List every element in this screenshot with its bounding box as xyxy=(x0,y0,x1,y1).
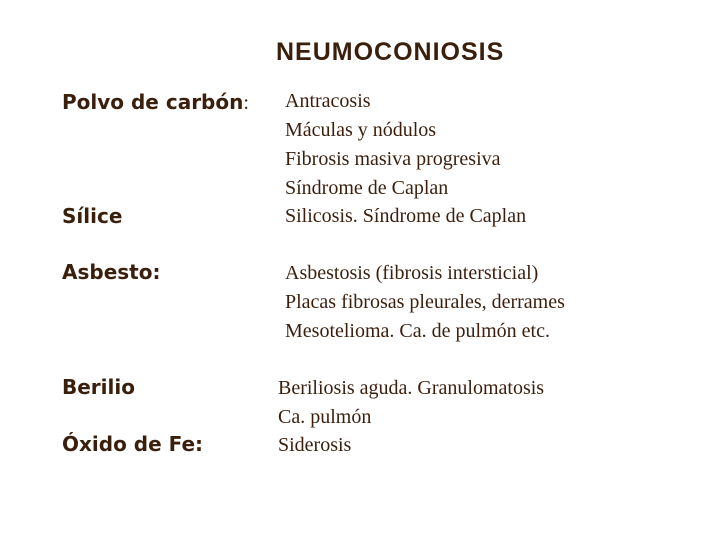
desc-beriliosis: Beriliosis aguda. Granulomatosis xyxy=(278,377,545,399)
desc-silicosis: Silicosis. Síndrome de Caplan xyxy=(285,205,527,227)
desc-maculas-nodulos: Máculas y nódulos xyxy=(285,119,437,141)
term-polvo-de-carbon-label: Polvo de carbón xyxy=(62,90,244,114)
desc-fibrosis-masiva: Fibrosis masiva progresiva xyxy=(285,148,501,170)
term-berilio: Berilio xyxy=(62,375,135,399)
slide-title: NEUMOCONIOSIS xyxy=(276,38,505,66)
term-separator: : xyxy=(243,92,249,114)
desc-mesotelioma: Mesotelioma. Ca. de pulmón etc. xyxy=(285,320,550,342)
desc-placas-fibrosas: Placas fibrosas pleurales, derrames xyxy=(285,291,565,313)
desc-ca-pulmon: Ca. pulmón xyxy=(278,406,372,428)
term-oxido-de-fe: Óxido de Fe: xyxy=(62,432,204,456)
desc-asbestosis: Asbestosis (fibrosis intersticial) xyxy=(285,262,539,284)
desc-sindrome-caplan: Síndrome de Caplan xyxy=(285,177,449,199)
term-asbesto: Asbesto: xyxy=(62,260,161,284)
term-polvo-de-carbon xyxy=(62,88,249,117)
desc-siderosis: Siderosis xyxy=(278,434,352,456)
term-silice: Sílice xyxy=(62,204,123,228)
desc-antracosis: Antracosis xyxy=(285,90,371,112)
